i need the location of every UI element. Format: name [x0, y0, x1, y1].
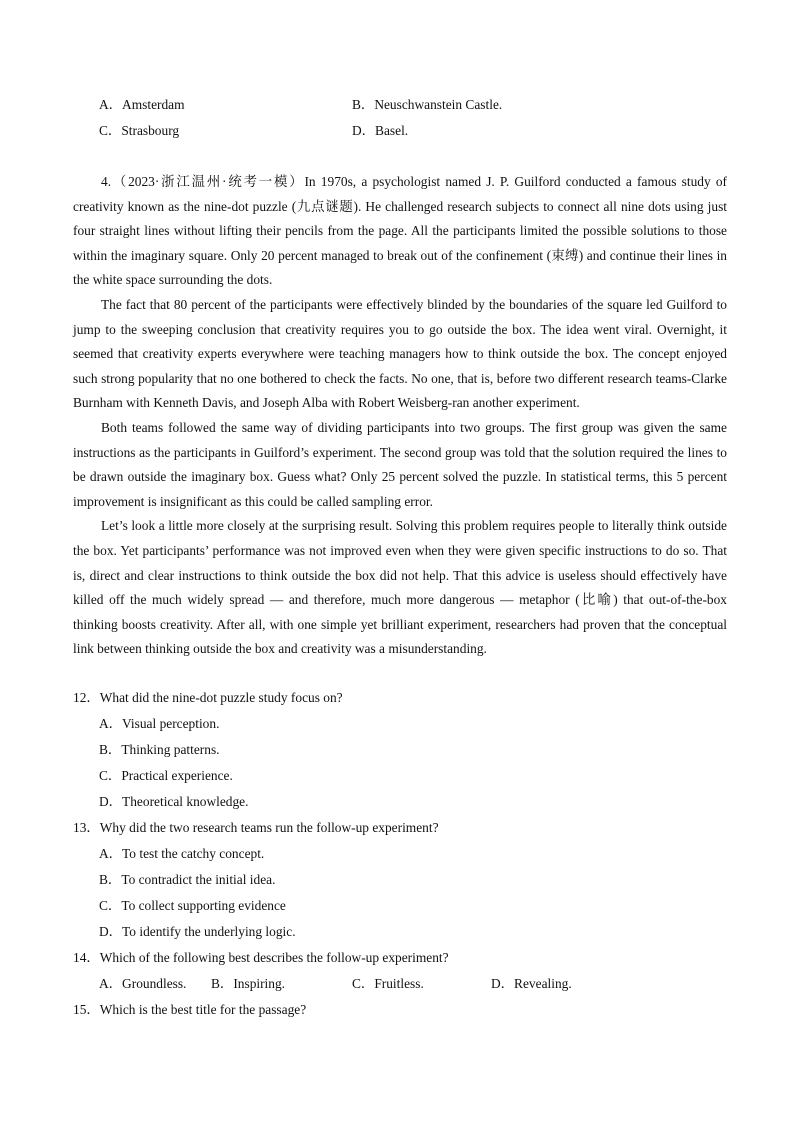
reading-passage — [73, 170, 727, 662]
option-c: C．Strasbourg — [99, 123, 180, 138]
previous-question-options-row-1 — [99, 95, 739, 115]
option-a: A．Groundless. — [99, 976, 187, 991]
option-b: B．To contradict the initial idea. — [99, 872, 276, 887]
option-c: C．Fruitless. — [352, 976, 424, 991]
question-stem: 13．Why did the two research teams run the follow-up experiment? — [73, 820, 439, 835]
question-stem: 14．Which of the following best describes the follow-up experiment? — [73, 950, 449, 965]
passage-paragraph-2: The fact that 80 percent of the participants were effectively blinded by the boundaries of the square led Guilford to jump to the sweeping conclusion that creativity requires you to go outside the box. The idea went viral. Overnight, it seemed that creativity experts everywhere were teaching managers how to think outside the box. The concept enjoyed such strong popularity that no one bothered to check the facts. No one, that is, before two different research teams-Clarke Burnham with Kenneth Davis, and Joseph Alba with Robert Weisberg-ran another experiment. — [73, 296, 727, 411]
option-a: A．Amsterdam — [99, 97, 185, 112]
option-d: D．Revealing. — [491, 976, 572, 991]
question-stem: 12．What did the nine-dot puzzle study focus on? — [73, 690, 343, 705]
option-d: D．To identify the underlying logic. — [99, 924, 296, 939]
question-14 — [73, 945, 727, 997]
option-d: D．Theoretical knowledge. — [99, 794, 249, 809]
previous-question-options-row-2 — [99, 121, 739, 141]
question-13 — [73, 815, 727, 945]
question-source: 4.（2023·浙江温州·统考一模） — [101, 174, 305, 189]
question-15 — [73, 997, 727, 1023]
option-b: B．Thinking patterns. — [99, 742, 220, 757]
option-c: C．To collect supporting evidence — [99, 898, 286, 913]
option-c: C．Practical experience. — [99, 768, 233, 783]
question-12 — [73, 685, 727, 815]
option-a: A．To test the catchy concept. — [99, 846, 265, 861]
option-b: B．Inspiring. — [211, 976, 286, 991]
option-a: A．Visual perception. — [99, 716, 220, 731]
question-options-inline — [73, 971, 727, 997]
passage-paragraph-1: 4.（2023·浙江温州·统考一模）In 1970s, a psychologist named J. P. Guilford conducted a famous study of creativity known as the nine-dot puzzle (九点谜题). He challenged research subjects to connect all nine dots using just four straight lines without lifting their pencils from the page. All the participants limited the possible solutions to those within the imaginary square. Only 20 percent managed to break out of the confinement (束缚) and continue their lines in the white space surrounding the dots. — [73, 174, 727, 288]
option-b: B．Neuschwanstein Castle. — [352, 97, 503, 112]
question-stem: 15．Which is the best title for the passage? — [73, 1002, 307, 1017]
passage-paragraph-3: Both teams followed the same way of dividing participants into two groups. The first group was given the same instructions as the participants in Guilford’s experiment. The second group was told that the solution required the lines to be drawn outside the imaginary box. Guess what? Only 25 percent solved the puzzle. In statistical terms, this 5 percent improvement is insignificant as this could be called sampling error. — [73, 419, 727, 509]
question-list — [73, 685, 727, 1023]
passage-paragraph-4: Let’s look a little more closely at the surprising result. Solving this problem requires people to literally think outside the box. Yet participants’ performance was not improved even when they were given specific instructions to do so. That is, direct and clear instructions to think outside the box did not help. That this advice is useless should effectively have killed off the much widely spread — and therefore, much more dangerous — metaphor (比喻) that out-of-the-box thinking boosts creativity. After all, with one simple yet brilliant experiment, researchers had proven that the conceptual link between thinking outside the box and creativity was a misunderstanding. — [73, 518, 727, 657]
option-d: D．Basel. — [352, 123, 409, 138]
